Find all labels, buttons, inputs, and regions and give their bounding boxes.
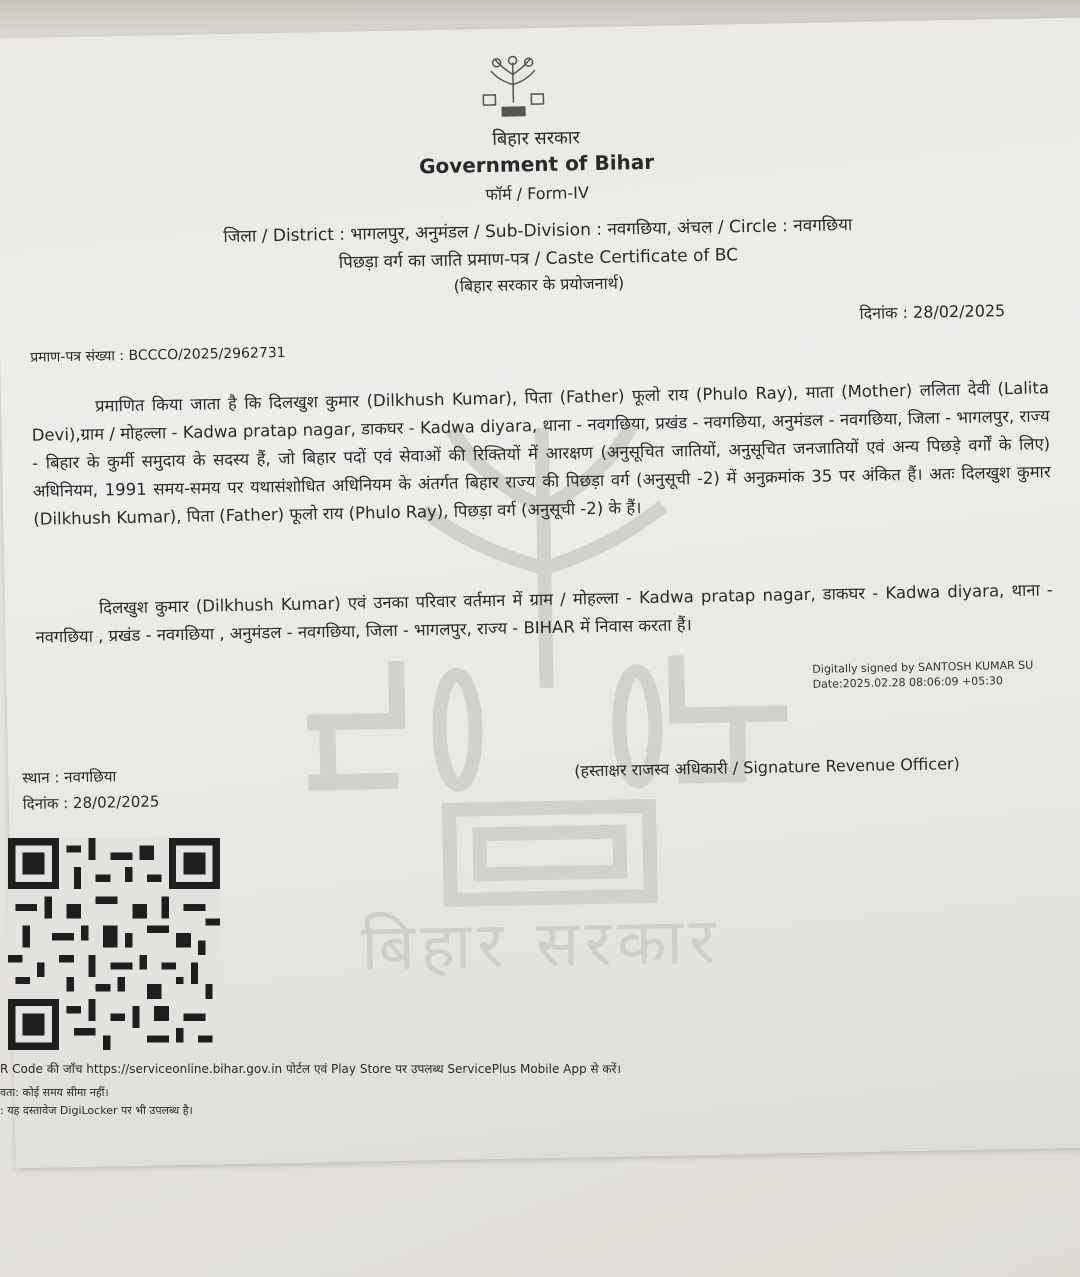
form-number: फॉर्म / Form-IV (485, 183, 590, 205)
issue-date: दिनांक : 28/02/2025 (859, 301, 1006, 323)
government-hindi: बिहार सरकार (492, 127, 581, 150)
government-title: Government of Bihar (418, 149, 655, 179)
verification-note: R Code की जाँच https://serviceonline.bihar.gov.in पोर्टल एवं Play Store पर उपलब्ध ServicePlus Mobile App से करें। (0, 1062, 622, 1076)
digital-signature-date: Date:2025.02.28 08:06:09 +05:30 (812, 674, 1004, 691)
watermark-text: बिहार सरकार (360, 904, 722, 986)
bihar-emblem-icon (472, 52, 553, 126)
certificate-title: पिछड़ा वर्ग का जाति प्रमाण-पत्र / Caste Certificate of BC (338, 245, 739, 273)
certificate-body-paragraph-2: दिलखुश कुमार (Dilkhush Kumar) एवं उनका परिवार वर्तमान में ग्राम / मोहल्ला - Kadwa pratap nagar, डाकघर - Kadwa diyara, थाना - नवगछिया , प्रखंड - नवगछिया , अनुमंडल - नवगछिया, जिला - भागलपुर, राज्य - BIHAR में निवास करता हैं। (35, 580, 1054, 647)
digilocker-note: : यह दस्तावेज DigiLocker पर भी उपलब्ध है। (0, 1104, 193, 1117)
qr-code[interactable] (8, 838, 220, 1050)
certificate-purpose: (बिहार सरकार के प्रयोजनार्थ) (453, 273, 625, 296)
certificate-body-paragraph-1: प्रमाणित किया जाता है कि दिलखुश कुमार (Dilkhush Kumar), पिता (Father) फूलो राय (Phulo Ray), माता (Mother) ललिता देवी (Lalita Devi),ग्राम / मोहल्ला - Kadwa pratap nagar, डाकघर - Kadwa diyara, थाना - नवगछिया, प्रखंड - नवगछिया, अनुमंडल - नवगछिया, जिला - भागलपुर, राज्य - बिहार के कुर्मी समुदाय के सदस्य हैं, जो बिहार पदों एवं सेवाओं की रिक्तियों में आरक्षण (अनुसूचित जातियों, अनुसूचित जनजातियों एवं अन्य पिछड़े वर्गों के लिए) अधिनियम, 1991 समय-समय पर यथासंशोधित अधिनियम के अंतर्गत बिहार राज्य की पिछड़ा वर्ग (अनुसूची -2) में अनुक्रमांक 35 पर अंकित हैं। अतः दिलखुश कुमार (Dilkhush Kumar), पिता (Father) फूलो राय (Phulo Ray), पिछड़ा वर्ग (अनुसूची -2) के हैं। (31, 378, 1051, 529)
place: स्थान : नवगछिया (22, 767, 117, 788)
signature-officer: (हस्ताक्षर राजस्व अधिकारी / Signature Revenue Officer) (574, 754, 960, 781)
validity-note: वता: कोई समय सीमा नहीं। (0, 1086, 109, 1099)
digital-signature-name: Digitally signed by SANTOSH KUMAR SU (812, 658, 1034, 676)
certificate-number: प्रमाण-पत्र संख्या : BCCCO/2025/2962731 (30, 344, 286, 366)
footer-date: दिनांक : 28/02/2025 (22, 792, 160, 814)
location-line: जिला / District : भागलपुर, अनुमंडल / Sub-Division : नवगछिया, अंचल / Circle : नवगछिया (223, 215, 853, 248)
